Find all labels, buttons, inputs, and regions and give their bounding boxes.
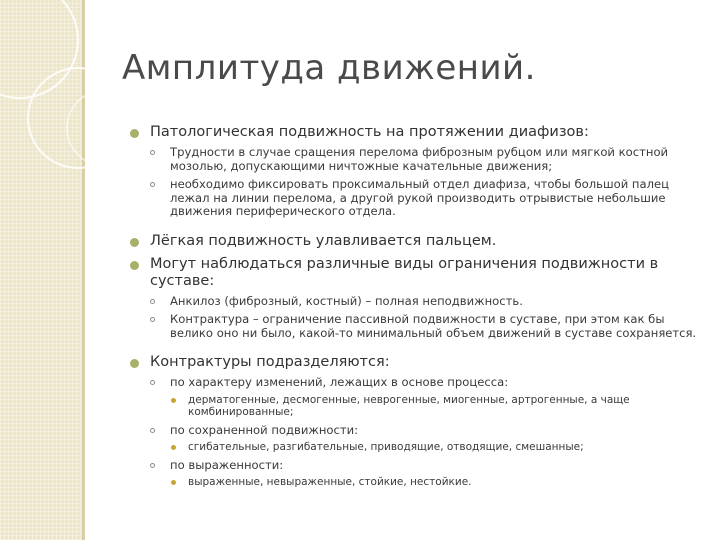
bullet-item: Патологическая подвижность на протяжении диафизов: [130,124,705,141]
decorative-circles [0,0,150,260]
sub-sub-bullet-item: сгибательные, разгибательные, приводящие, отводящие, смешанные; [130,441,705,454]
sub-bullet-item: необходимо фиксировать проксимальный отдел диафиза, чтобы большой палец лежал на линии перелома, а другой рукой производить отрывистые небольшие движения периферического отдела. [130,178,705,219]
bullet-item: Контрактуры подразделяются: [130,354,705,371]
slide-content [130,118,705,489]
sub-bullet-item: по выраженности: [130,459,705,473]
bullet-item: Могут наблюдаться различные виды ограничения подвижности в суставе: [130,256,705,290]
sub-bullet-item: по характеру изменений, лежащих в основе процесса: [130,376,705,390]
sub-sub-bullet-item: выраженные, невыраженные, стойкие, нестойкие. [130,476,705,489]
sub-bullet-item: по сохраненной подвижности: [130,424,705,438]
sub-bullet-item: Трудности в случае сращения перелома фиброзным рубцом или мягкой костной мозолью, допускающими ничтожные качательные движения; [130,146,705,173]
slide-title: Амплитуда движений. [122,48,536,88]
sub-sub-bullet-item: дерматогенные, десмогенные, неврогенные, миогенные, артрогенные, а чаще комбинированные; [130,394,705,419]
sub-bullet-item: Контрактура – ограничение пассивной подвижности в суставе, при этом как бы велико оно ни было, какой-то минимальный объем движений в суставе сохраняется. [130,313,705,340]
sub-bullet-item: Анкилоз (фиброзный, костный) – полная неподвижность. [130,295,705,309]
bullet-item: Лёгкая подвижность улавливается пальцем. [130,233,705,250]
